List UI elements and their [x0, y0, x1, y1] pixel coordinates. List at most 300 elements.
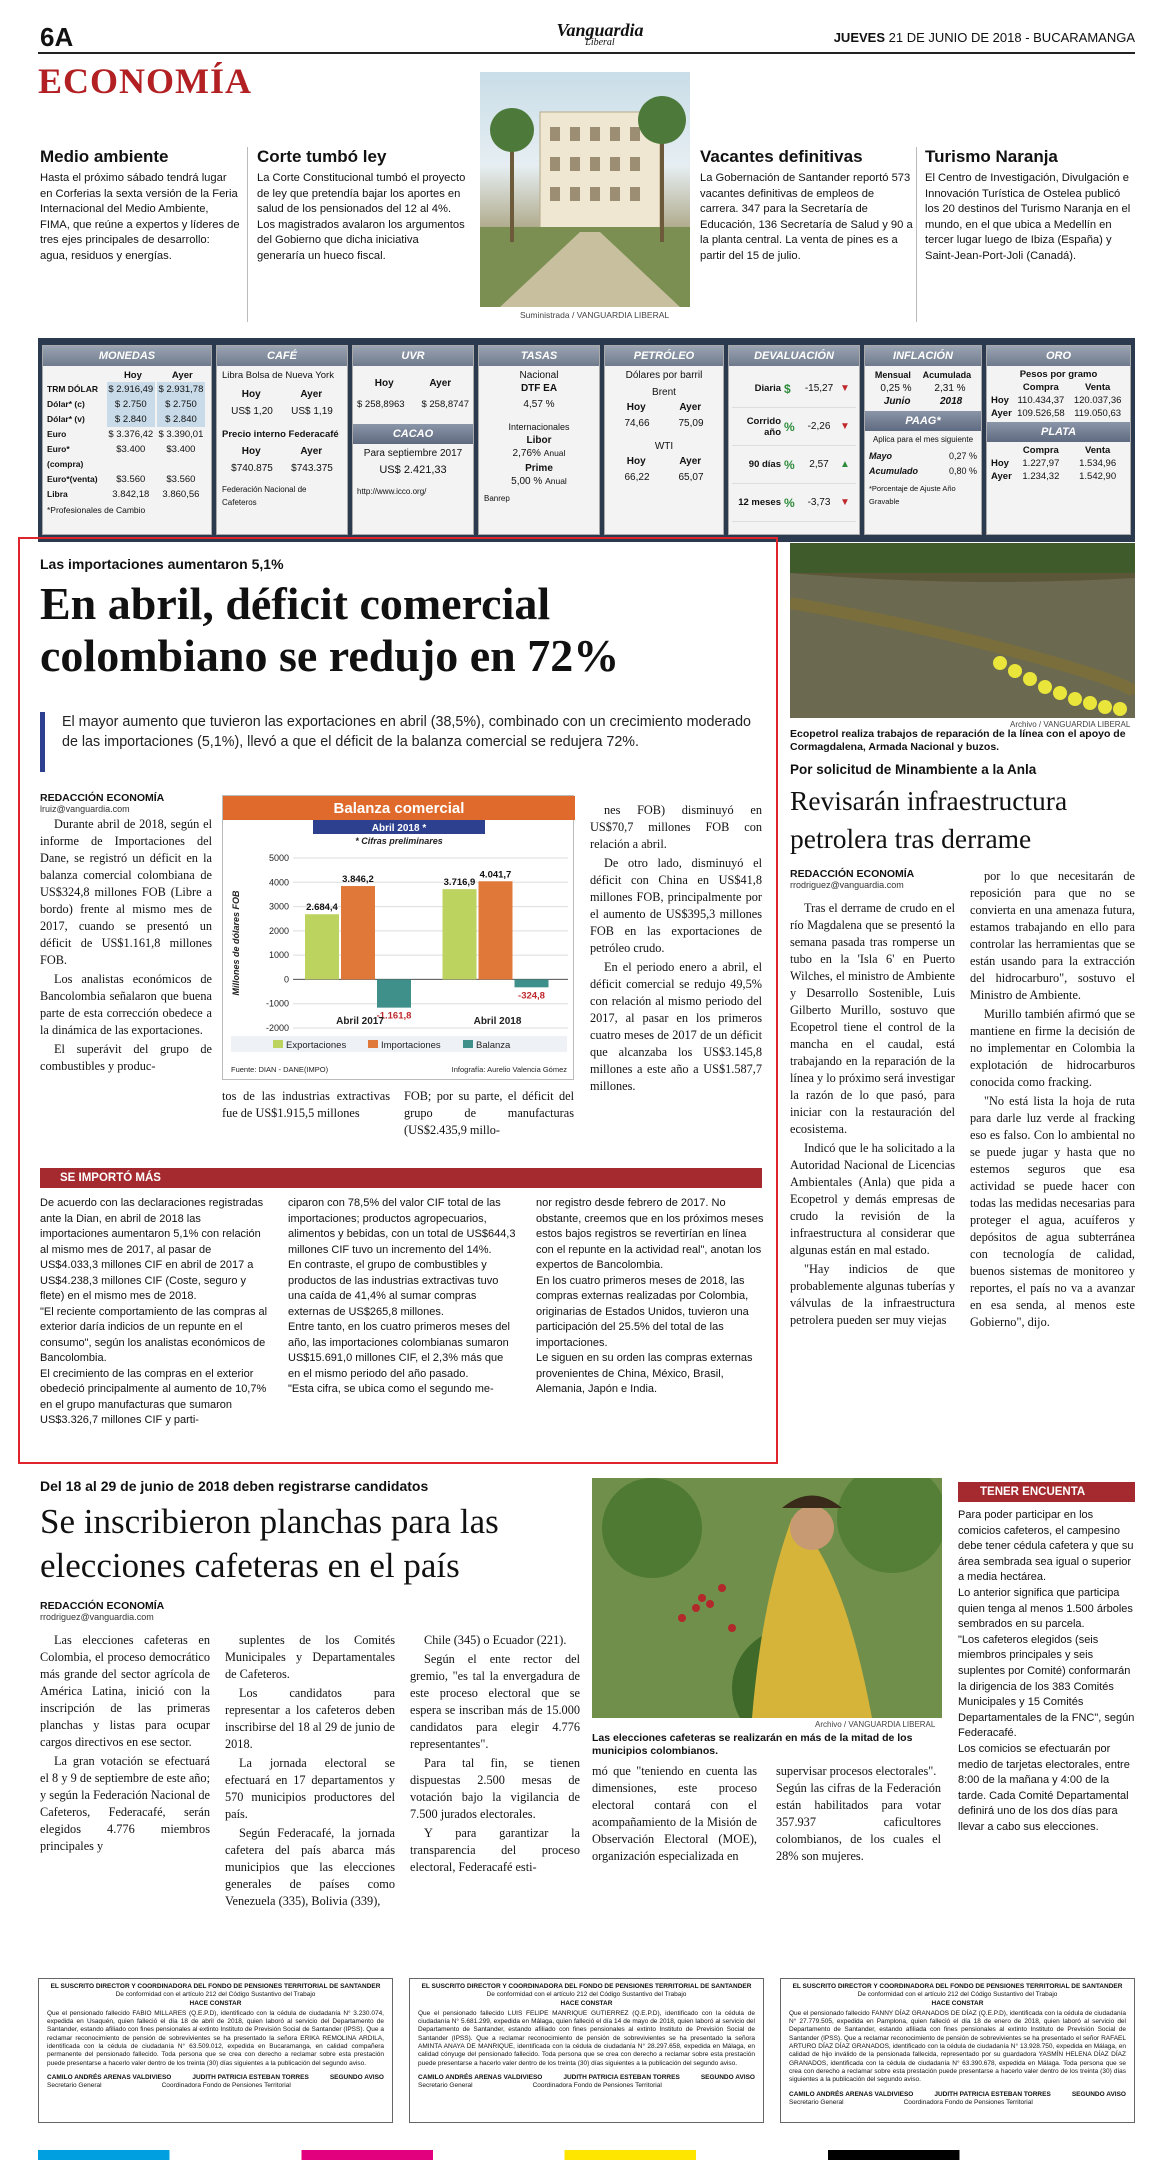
- arrow-down-icon: ▼: [840, 497, 850, 508]
- main-lead-bar: [40, 712, 45, 772]
- notice-role: Coordinadora Fondo de Pensiones Territorial: [161, 2082, 291, 2090]
- coffee-col-2: [225, 1632, 395, 1912]
- paragraph: Para poder participar en los comicios cafeteros, el campesino debe tener cédula cafetera y que su área sembrada sea igual o superior a media hectárea.: [958, 1509, 1134, 1584]
- notice-roles: [418, 2082, 755, 2090]
- petroleo-label: Brent: [652, 387, 676, 398]
- row-label: Euro* (compra): [47, 444, 84, 469]
- row-label: 90 días: [748, 459, 781, 470]
- paragraph: Las elecciones cafeteras en Colombia, el proceso democrático más grande del sector agrícola de América Latina, inició con la inscripción de las primeras planchas y listas para ocupar cargos directivos en ese sector.: [40, 1633, 210, 1749]
- tasas-unit: Anual: [545, 476, 567, 486]
- devaluacion-rows: [729, 366, 859, 526]
- oro-value: 110.434,37: [1017, 395, 1065, 406]
- cafe-value: $740.875: [231, 463, 273, 474]
- coffee-headline: Se inscribieron planchas para las elecciones cafeteras en el país: [40, 1502, 499, 1585]
- notice-signature: CAMILO ANDRÉS ARENAS VALDIVIESO: [47, 2073, 172, 2081]
- panel-note: *Porcentaje de Ajuste Año Gravable: [869, 484, 956, 506]
- petroleo-value: 65,07: [678, 472, 704, 483]
- monedas-value: 3.842,18: [112, 489, 150, 500]
- col-hoy: Hoy: [123, 370, 142, 381]
- legend-entry: Exportaciones: [286, 1040, 347, 1051]
- paragraph: La jornada electoral se efectuará en 17 departamentos y 570 municipios productores del país.: [225, 1756, 395, 1821]
- petroleo-value: 75,09: [678, 418, 704, 429]
- box-text: [958, 1508, 1135, 1835]
- byline-email: rrodriguez@vanguardia.com: [40, 1612, 154, 1622]
- unit-symbol: $: [784, 381, 791, 396]
- col-ayer: Ayer: [679, 456, 702, 467]
- panel-note: http://www.icco.org/: [357, 487, 427, 496]
- notice-signature: JUDITH PATRICIA ESTEBAN TORRES: [934, 2090, 1051, 2098]
- row-label: Libra: [47, 489, 68, 499]
- oil-kicker: Por solicitud de Minambiente a la Anla: [790, 762, 1037, 777]
- brief-text: La Corte Constitucional tumbó el proyecto de ley que pretendía bajar los aportes en salud de los pensionados del 12 al 4%. Los magistrados avalaron los argumentos del Gobierno que dicha iniciativa generaría un hueco fiscal.: [257, 172, 466, 262]
- tasas-value: 5,00 %: [511, 476, 543, 487]
- byline: REDACCIÓN ECONOMÍA: [40, 792, 165, 804]
- panel-note: Federación Nacional de Cafeteros: [222, 485, 307, 507]
- brief-title: Vacantes definitivas: [700, 147, 863, 166]
- legend-entry: Balanza: [476, 1040, 511, 1051]
- panel-cafe: [216, 345, 348, 535]
- data-label: -324,8: [518, 990, 545, 1002]
- col-label: Acumulada: [922, 370, 972, 380]
- paragraph: El superávit del grupo de combustibles y produc-: [40, 1042, 212, 1073]
- inflacion-label: Junio: [883, 396, 911, 407]
- brief-medio-ambiente: [40, 147, 240, 264]
- page-number: 6A: [40, 22, 74, 52]
- notice-role: Coordinadora Fondo de Pensiones Territorial: [903, 2098, 1033, 2106]
- paragraph: En contraste, el grupo de combustibles y productos de las industrias extractivas tuvo una caída de 41,4% al sumar compras externas de US$265,8 millones.: [288, 1259, 499, 1318]
- oro-value: 120.037,36: [1073, 395, 1122, 406]
- row-label: Corrido año: [746, 415, 781, 438]
- paragraph: Durante abril de 2018, según el informe de Importaciones del Dane, se registró un déficit en la balanza comercial colombiana de US$324,8 millones FOB (Libre a bordo) frente al mismo mes de 2017, cuando se presentó un déficit de US$1.161,8 millones FOB.: [40, 817, 212, 967]
- arrow-down-icon: ▼: [840, 421, 850, 432]
- paragraph: por lo que necesitarán de reposición para que no se convierta en una amenaza futura, estamos trabajando en ello para controlar las herramientas que se están usando para la extracción del hidrocarburo", sostuvo el Ministro de Ambiente.: [970, 869, 1135, 1002]
- monedas-value: $ 2.916,49: [108, 384, 154, 395]
- panel-title: PETRÓLEO: [605, 346, 723, 366]
- row-label: Dólar* (v): [47, 414, 85, 424]
- coffee-kicker: Del 18 al 29 de junio de 2018 deben registrarse candidatos: [40, 1478, 429, 1494]
- monedas-value: $ 2.750: [157, 397, 205, 412]
- notice-hace-constar: HACE CONSTAR: [560, 1999, 613, 2007]
- paragraph: nor registro desde febrero de 2017. No obstante, creemos que en los próximos meses estos bajos registros se revertirían en línea con el repunte en la actividad real", anotan los expertos de Bancolombia.: [536, 1197, 764, 1271]
- oil-col-1: [790, 900, 955, 1331]
- paragraph: Indicó que le ha solicitado a la Autoridad Nacional de Licencias Ambientales (Anla) que pida a Ecopetrol y demás empresas de crudo la revisión de la infraestructura al considerar que algunas están en mal estado.: [790, 1141, 955, 1257]
- row-label: TRM DÓLAR: [47, 384, 98, 394]
- paragraph: Tras el derrame de crudo en el río Magdalena que se presentó la semana pasada tras romperse un tubo en la 'Isla 6' en Puerto Wilches, el ministro de Ambiente y Desarrollo Sostenible, Luis Gilberto Murillo, sostuvo que Ecopetrol tiene el control de la mancha en el caudal, está trabajando en la reparación de la línea y lo próximo será investigar la razón de lo que pasó, para iniciar con la restauración del ecosistema.: [790, 901, 955, 1136]
- paragraph: En el periodo enero a abril, el déficit comercial se redujo 49,5% con relación al mismo periodo del 2017, al pasar en los primeros cuatro meses de 2017 de un déficit que alcanzaba los US$3.145,8 millones a este año a US$1.587,7 millones.: [590, 960, 762, 1093]
- paragraph: Entre tanto, en los cuatro primeros meses del año, las importaciones colombianas sumaron US$15.691,0 millones CIF, el 2,3% más que en el mismo periodo del año pasado.: [288, 1321, 510, 1380]
- legend-swatch: [368, 1040, 378, 1048]
- unit-symbol: %: [784, 457, 795, 472]
- chart-bar: [515, 979, 549, 987]
- inflacion-label: 2018: [939, 396, 963, 407]
- petroleo-value: 74,66: [624, 418, 650, 429]
- header-rule: [38, 52, 1135, 54]
- paragraph: Los comicios se efectuarán por medio de tarjetas electorales, entre 8:00 de la mañana y 4:00 de la tarde. Cada Comité Departamental definirá uno de los dos días para llevar a cabo sus elecciones.: [958, 1742, 1130, 1833]
- y-axis-label: Millones de dólares FOB: [231, 890, 241, 996]
- notice-roles: [789, 2099, 1126, 2107]
- col-venta: Venta: [1084, 445, 1111, 456]
- side-col-1: [40, 1196, 268, 1429]
- coffee-photo-credit: Archivo / VANGUARDIA LIBERAL: [815, 1720, 936, 1729]
- devaluacion-row: [732, 446, 856, 484]
- devaluacion-row: [732, 370, 856, 408]
- col-hoy: Hoy: [241, 446, 261, 457]
- uvr-value: $ 258,8747: [421, 399, 469, 410]
- monedas-value: $3.400: [116, 444, 146, 455]
- y-tick-label: -2000: [265, 1023, 289, 1033]
- uvr-value: $ 258,8963: [357, 399, 405, 410]
- legal-notice-2: [409, 1978, 764, 2123]
- cafe-value: US$ 1,19: [291, 406, 333, 417]
- side-col-3: [536, 1196, 764, 1398]
- notice-title: EL SUSCRITO DIRECTOR Y COORDINADORA DEL FONDO DE PENSIONES TERRITORIAL DE SANTANDER: [421, 1983, 752, 1990]
- paragraph: Según el ente rector del gremio, "es tal la envergadura de este proceso electoral que se espera se inscriban más de 15.000 candidatos para elegir 4.776 representantes".: [410, 1652, 580, 1751]
- building-illustration: [480, 72, 690, 307]
- legal-notice-3: [780, 1978, 1135, 2123]
- row-label: Hoy: [991, 395, 1009, 406]
- notice-hace-constar: HACE CONSTAR: [189, 1999, 242, 2007]
- paragraph: Murillo también afirmó que se mantiene en firme la decisión de no implementar en Colombia la explotación de hidrocarburos conocida como fracking.: [970, 1007, 1135, 1089]
- byline: REDACCIÓN ECONOMÍA: [40, 1600, 165, 1612]
- brief-turismo: [925, 147, 1135, 264]
- monedas-row: [47, 442, 207, 472]
- box-title: TENER ENCUENTA: [958, 1482, 1135, 1502]
- coffee-byline-block: [40, 1600, 164, 1622]
- chart-title: Balanza comercial: [333, 800, 465, 817]
- coffee-col-4: mó que "teniendo en cuenta las dimensiones, este proceso electoral contará con el acompañamiento de la Misión de Observación Electoral (MOE), organización especializada en: [592, 1764, 757, 1863]
- paragraph: ciparon con 78,5% del valor CIF total de las importaciones; productos agropecuarios, alimentos y bebidas, con un total de US$644,3 millones CIF tuvo un incremento del 14%.: [288, 1197, 516, 1256]
- col-compra: Compra: [1022, 382, 1059, 393]
- oil-spill-photo: [790, 543, 1135, 718]
- paragraph: Chile (345) o Ecuador (221).: [424, 1633, 567, 1647]
- paragraph: "Los cafeteros elegidos (seis miembros principales y seis suplentes por Comité) conformarán la dirigencia de los 383 Comités Municipales y 15 Comités Departamentales de la FNC", según Federacafé.: [958, 1633, 1135, 1740]
- row-label: Hoy: [991, 458, 1009, 469]
- monedas-value: $ 2.840: [107, 412, 155, 427]
- main-col-3: FOB; por su parte, el déficit del grupo de manufacturas (US$2.435,9 millo-: [404, 1089, 574, 1137]
- oil-col-2: [970, 868, 1135, 1333]
- paragraph: suplentes de los Comités Municipales y Departamentales de Cafeteros.: [225, 1633, 395, 1681]
- unit-symbol: %: [784, 419, 795, 434]
- oro-label: Pesos por gramo: [1019, 369, 1098, 380]
- coffee-caption: Las elecciones cafeteras se realizarán en más de la mitad de los municipios colombianos.: [592, 1732, 913, 1757]
- col-hoy: Hoy: [374, 378, 394, 389]
- paragraph: nes FOB) disminuyó en US$70,7 millones FOB con relación a abril.: [590, 803, 762, 851]
- main-lead: El mayor aumento que tuvieron las exportaciones en abril (38,5%), combinado con un crecimiento moderado de las importaciones (5,1%), llevó a que el déficit de la balanza comercial se redujera 72%.: [62, 714, 752, 750]
- brief-text: Hasta el próximo sábado tendrá lugar en Corferias la sexta versión de la Feria Internacional del Medio Ambiente, FIMA, que reúne a expertos y líderes de tres ejes principales de desarrollo: agua, residuos y energías.: [40, 172, 240, 262]
- notice-title: EL SUSCRITO DIRECTOR Y COORDINADORA DEL FONDO DE PENSIONES TERRITORIAL DE SANTANDER: [792, 1983, 1123, 1990]
- devaluacion-row: [732, 408, 856, 446]
- col-ayer: Ayer: [300, 446, 323, 457]
- color-bar: [38, 2150, 1135, 2160]
- cafe-label: Precio interno Federacafé: [222, 429, 339, 440]
- brief-vacantes: [700, 147, 915, 264]
- byline: REDACCIÓN ECONOMÍA: [790, 868, 915, 880]
- cafe-label: Libra Bolsa de Nueva York: [222, 370, 334, 381]
- tasas-label: DTF EA: [520, 383, 558, 394]
- oil-caption: Ecopetrol realiza trabajos de reparación de la línea con el apoyo de Cormagdalena, Armada Nacional y buzos.: [790, 728, 1126, 753]
- monedas-value: $ 2.840: [157, 412, 205, 427]
- byline-email: rrodriguez@vanguardia.com: [790, 880, 904, 890]
- plata-value: 1.534,96: [1079, 458, 1117, 469]
- chart-bar: [341, 886, 375, 979]
- paragraph: Lo anterior significa que participa quien tenga al menos 1.500 árboles sembrados en su parcela.: [958, 1586, 1133, 1631]
- devaluacion-value: 2,57: [809, 459, 829, 470]
- paragraph: "El reciente comportamiento de las compras al exterior daría indicios de un repunte en el consumo", según los analistas económicos de Bancolombia.: [40, 1305, 268, 1364]
- paragraph: Para tal fin, se tienen dispuestas 2.500 mesas de votación bajo la vigilancia de 7.500 jurados electorales.: [410, 1756, 580, 1821]
- cacao-label: Para septiembre 2017: [363, 448, 463, 459]
- paragraph: Y para garantizar la transparencia del proceso electoral, Federacafé esti-: [410, 1826, 580, 1874]
- brief-text: El Centro de Investigación, Divulgación e Innovación Turística de Ostelea publicó los 20 destinos del Turismo Naranja en el mundo, en el que ubica a Medellín en tercer lugar luego de Ibiza (España) y Saint-Jean-Port-Joli (Canadá).: [925, 172, 1131, 262]
- cacao-value: US$ 2.421,33: [379, 464, 447, 476]
- monedas-value: $ 2.931,78: [158, 384, 204, 395]
- brief-divider: [247, 147, 248, 322]
- monedas-rows: [47, 382, 207, 502]
- row-label: Dólar* (c): [47, 399, 85, 409]
- notice-role: Coordinadora Fondo de Pensiones Territorial: [532, 2082, 662, 2090]
- oro-value: 119.050,63: [1074, 408, 1122, 419]
- monedas-value: $ 3.390,01: [158, 429, 204, 440]
- main-headline: En abril, déficit comercial colombiano se redujo en 72%: [40, 578, 620, 681]
- data-label: 4.041,7: [479, 869, 512, 881]
- col-label: Mensual: [874, 370, 911, 380]
- tasas-value: 4,57 %: [523, 399, 555, 410]
- paragraph: En los cuatro primeros meses de 2018, las compras externas realizadas por Colombia, originarias de Estados Unidos, tuvieron una participación del 25.5% del total de las importaciones.: [536, 1274, 749, 1349]
- x-tick-label: Abril 2017: [336, 1016, 384, 1027]
- tasas-label: Libor: [526, 435, 552, 446]
- y-tick-label: 3000: [268, 901, 289, 912]
- plata-value: 1.234,32: [1022, 471, 1060, 482]
- chart-source: Fuente: DIAN - DANE(IMPO): [231, 1065, 329, 1074]
- col-ayer: Ayer: [300, 389, 323, 400]
- cafe-value: US$ 1,20: [231, 406, 273, 417]
- plata-value: 1.542,90: [1079, 471, 1117, 482]
- building-photo: [480, 72, 690, 307]
- section-title: ECONOMÍA: [38, 61, 252, 101]
- panel-subtitle: PLATA: [987, 422, 1130, 442]
- petroleo-value: 66,22: [624, 472, 650, 483]
- monedas-row: [47, 382, 207, 397]
- tasas-unit: Anual: [543, 448, 566, 458]
- notice-role: Secretario General: [418, 2082, 473, 2090]
- col-hoy: Hoy: [241, 389, 261, 400]
- arrow-down-icon: ▼: [840, 383, 850, 394]
- devaluacion-value: -3,73: [807, 497, 831, 508]
- col-ayer: Ayer: [429, 378, 452, 389]
- oil-headline: Revisarán infraestructura petrolera tras derrame: [790, 785, 1068, 854]
- col-hoy: Hoy: [626, 402, 646, 413]
- devaluacion-value: -2,26: [807, 421, 831, 432]
- data-label: 2.684,4: [306, 902, 338, 914]
- notice-signature: SEGUNDO AVISO: [329, 2073, 384, 2081]
- paragraph: De otro lado, disminuyó el déficit con China en US$41,8 millones FOB, principalmente por el aumento de US$395,3 millones FOB en las exportaciones de petróleo crudo.: [590, 856, 762, 955]
- panel-title: DEVALUACIÓN: [729, 346, 859, 366]
- legal-notice-1: [38, 1978, 393, 2123]
- panel-note: *Profesionales de Cambio: [47, 505, 146, 515]
- paragraph: Los candidatos para representar a los cafeteros deben inscribirse del 18 al 29 de junio de 2018.: [225, 1686, 395, 1751]
- row-label: Euro*(venta): [47, 474, 98, 484]
- unit-symbol: %: [784, 495, 795, 510]
- monedas-row: [47, 397, 207, 412]
- inflacion-value: 0,27 %: [948, 451, 977, 461]
- brief-title: Corte tumbó ley: [257, 147, 387, 166]
- monedas-value: $3.560: [166, 474, 196, 485]
- byline-email: lruiz@vanguardia.com: [40, 804, 130, 814]
- monedas-row: [47, 472, 207, 487]
- notice-body: Que el pensionado fallecido FANNY DÍAZ GRANADOS DE DÍAZ (Q.E.P.D), identificada con la cédula de ciudadanía N° 27.779.505, expedida en Pamplona, quien falleció el día 18 de enero de 2018, quien laboró al servicio del Departamento de Santander, estando afiliada con fines pensionales al extinto Instituto de Previsión Social de Santander (IPSS). Que a reclamar reconocimiento de pensión de sobrevivientes se ha presentado el señor RAFAEL ARTURO DÍAZ DÍAZ GRANADOS, identificado con la cédula de ciudadanía N° 13.928.750, expedida en Málaga, en calidad de hijo inválido de la pensionada fallecida, representado por su guardadora YASMÍN HELENA DÍAZ DÍAZ GRANADOS, identificada con la cédula de ciudadanía N° 63.390.678, expedida en Málaga. Toda persona que se crea con derecho a reclamar sobre esta prestación puede presentarse a hacerlo valer dentro de los treinta (30) días siguientes a la publicación del segundo aviso.: [789, 2009, 1126, 2084]
- brief-title: Turismo Naranja: [925, 147, 1058, 166]
- balanza-chart: [222, 795, 574, 1080]
- logo-text: Vanguardia: [556, 20, 644, 40]
- notice-role: Secretario General: [47, 2082, 102, 2090]
- col-ayer: Ayer: [171, 370, 193, 381]
- petroleo-label: Dólares por barril: [625, 370, 703, 381]
- paragraph: Le siguen en su orden las compras externas provenientes de China, México, Brasil, Alemania, Japón e India.: [536, 1352, 753, 1395]
- notice-signature: CAMILO ANDRÉS ARENAS VALDIVIESO: [789, 2090, 914, 2098]
- tasas-label: Nacional: [519, 370, 559, 381]
- data-label: 3.846,2: [342, 874, 374, 886]
- y-tick-label: 4000: [268, 877, 289, 888]
- notice-signature: CAMILO ANDRÉS ARENAS VALDIVIESO: [418, 2073, 543, 2081]
- paragraph: "Esta cifra, se ubica como el segundo me-: [288, 1383, 494, 1395]
- inflacion-value: 0,25 %: [880, 383, 912, 394]
- brief-divider: [916, 147, 917, 322]
- devaluacion-value: -15,27: [804, 383, 834, 394]
- y-tick-label: 0: [283, 974, 289, 985]
- paragraph: Según Federacafé, la jornada cafetera del país abarca más municipios que las elecciones generales de países como Venezuela (335), Bolivia (339),: [225, 1826, 395, 1908]
- notice-signatures: [418, 2074, 755, 2082]
- panel-title: MONEDAS: [43, 346, 211, 366]
- tasas-label: Internacionales: [508, 422, 570, 432]
- coffee-photo: [592, 1478, 942, 1718]
- brief-corte: [257, 147, 467, 264]
- brief-title: Medio ambiente: [40, 147, 169, 166]
- cafe-value: $743.375: [291, 463, 333, 474]
- data-label: -1.161,8: [376, 1010, 412, 1022]
- notice-signature: JUDITH PATRICIA ESTEBAN TORRES: [563, 2073, 680, 2081]
- inflacion-value: 0,80 %: [948, 466, 977, 476]
- chart-bar: [305, 914, 339, 979]
- panel-title: UVR: [353, 346, 473, 366]
- notice-signatures: [47, 2074, 384, 2082]
- monedas-row: [47, 487, 207, 502]
- brief-text: La Gobernación de Santander reportó 573 vacantes definitivas de empleos de carrera. 347 para la Secretaría de Educación, 136 Secretaría de Salud y 90 a la planta central. La venta de pines es a partir del 15 de julio.: [700, 172, 913, 262]
- notice-signature: SEGUNDO AVISO: [1071, 2090, 1126, 2098]
- petroleo-label: WTI: [654, 441, 674, 452]
- panel-title: CAFÉ: [217, 346, 347, 366]
- monedas-row: [47, 427, 207, 442]
- notice-signatures: [789, 2091, 1126, 2099]
- panel-tasas: [478, 345, 600, 535]
- main-col-1: [40, 816, 212, 1077]
- date-rest: 21 DE JUNIO DE 2018 - BUCARAMANGA: [888, 30, 1135, 45]
- page-date: [834, 30, 1135, 45]
- panel-subtitle: PAAG*: [865, 411, 981, 431]
- paragraph: La gran votación se efectuará el 8 y 9 de septiembre de este año; y según la Federación Nacional de Cafeteros, Federacafé, serán elegidos 4.776 miembros principales y: [40, 1754, 210, 1853]
- x-tick-label: Abril 2018: [473, 1016, 522, 1027]
- row-label: 12 meses: [738, 497, 781, 508]
- tener-encuenta-box: [958, 1482, 1135, 1947]
- date-day: JUEVES: [833, 30, 886, 45]
- monedas-row: [47, 412, 207, 427]
- plata-value: 1.227,97: [1022, 458, 1060, 469]
- notice-subtitle: De conformidad con el artículo 212 del Código Sustantivo del Trabajo: [857, 1991, 1058, 1999]
- row-label: Euro: [47, 429, 67, 439]
- monedas-table: [43, 366, 211, 520]
- legend-swatch: [273, 1040, 283, 1048]
- paragraph: De acuerdo con las declaraciones registradas ante la Dian, en abril de 2018 las importaciones aumentaron 5,1% con relación al mismo mes de 2017, al pasar de US$4.033,3 millones CIF en abril de 2017 a US$4.238,3 millones CIF (Coste, seguro y flete) en el mismo mes de 2018.: [40, 1197, 264, 1302]
- legend-swatch: [463, 1040, 473, 1048]
- coffee-col-5: supervisar procesos electorales". Según las cifras de la Federación están habilitados para votar 357.937 caficultores colombianos, de los cuales el 28% son mujeres.: [776, 1764, 941, 1863]
- side-title: SE IMPORTÓ MÁS: [40, 1168, 762, 1188]
- chart-bar: [377, 979, 411, 1007]
- inflacion-value: 2,31 %: [934, 383, 966, 394]
- panel-monedas: [42, 345, 212, 535]
- panel-devaluacion: [728, 345, 860, 535]
- paragraph: "Hay indicios de que probablemente algunas tuberías y válvulas de la infraestructura petrolera pueden ser muy viejas: [790, 1262, 955, 1327]
- y-tick-label: -1000: [265, 998, 289, 1009]
- row-label: Diaria: [754, 383, 781, 394]
- panel-title: INFLACIÓN: [865, 346, 981, 366]
- oil-photo-credit: Archivo / VANGUARDIA LIBERAL: [1010, 720, 1131, 729]
- col-hoy: Hoy: [626, 456, 646, 467]
- tasas-value: 2,76%: [512, 448, 541, 459]
- side-col-2: [288, 1196, 516, 1398]
- col-ayer: Ayer: [679, 402, 702, 413]
- monedas-value: 3.860,56: [162, 489, 200, 500]
- coffee-illustration: [592, 1478, 942, 1718]
- notice-hace-constar: HACE CONSTAR: [931, 1999, 984, 2007]
- y-tick-label: 5000: [268, 853, 289, 863]
- masthead-logo: [545, 20, 655, 48]
- devaluacion-row: [732, 484, 856, 522]
- notice-signature: JUDITH PATRICIA ESTEBAN TORRES: [192, 2073, 309, 2081]
- chart-bar: [479, 881, 513, 979]
- inflacion-label: Aplica para el mes siguiente: [872, 435, 974, 444]
- panel-inflacion: [864, 345, 982, 535]
- oil-byline-block: [790, 868, 914, 890]
- y-tick-label: 1000: [268, 950, 289, 961]
- paragraph: El crecimiento de las compras en el exterior obedeció principalmente al aumento de 10,7% en el grupo manufacturas que sumaron US$3.326,7 millones CIF y parti-: [40, 1367, 267, 1426]
- inflacion-label: Mayo: [869, 451, 893, 461]
- chart-credit: Infografía: Aurelio Valencia Gómez: [451, 1065, 567, 1074]
- row-label: Ayer: [991, 471, 1012, 482]
- panel-note: Banrep: [484, 494, 510, 503]
- col-compra: Compra: [1022, 445, 1059, 456]
- photo1-caption: Suministrada / VANGUARDIA LIBERAL: [520, 310, 670, 320]
- chart-subtitle: Abril 2018 *: [371, 823, 427, 834]
- monedas-value: $3.400: [166, 444, 196, 455]
- inflacion-label: Acumulado: [869, 466, 919, 476]
- tasas-label: Prime: [525, 463, 553, 474]
- main-kicker: Las importaciones aumentaron 5,1%: [40, 556, 284, 572]
- notice-role: Secretario General: [789, 2098, 844, 2106]
- main-col-4: [590, 802, 762, 1097]
- panel-uvr: [352, 345, 474, 535]
- panel-petroleo: [604, 345, 724, 535]
- main-col-2: tos de las industrias extractivas fue de US$1.915,5 millones: [222, 1089, 390, 1120]
- chart-note: * Cifras preliminares: [355, 836, 443, 846]
- coffee-col-1: [40, 1632, 210, 1857]
- river-illustration: [790, 543, 1135, 718]
- row-label: Ayer: [991, 408, 1012, 419]
- logo-subtext: Liberal: [585, 37, 615, 48]
- main-byline-block: [40, 792, 164, 814]
- arrow-up-icon: ▲: [840, 459, 850, 470]
- coffee-col-3: [410, 1632, 580, 1878]
- monedas-value: $ 2.750: [107, 397, 155, 412]
- y-tick-label: 2000: [268, 925, 289, 936]
- paragraph: Los analistas económicos de Bancolombia señalaron que buena parte de esta corrección obedece a la dinámica de las exportaciones.: [40, 972, 212, 1037]
